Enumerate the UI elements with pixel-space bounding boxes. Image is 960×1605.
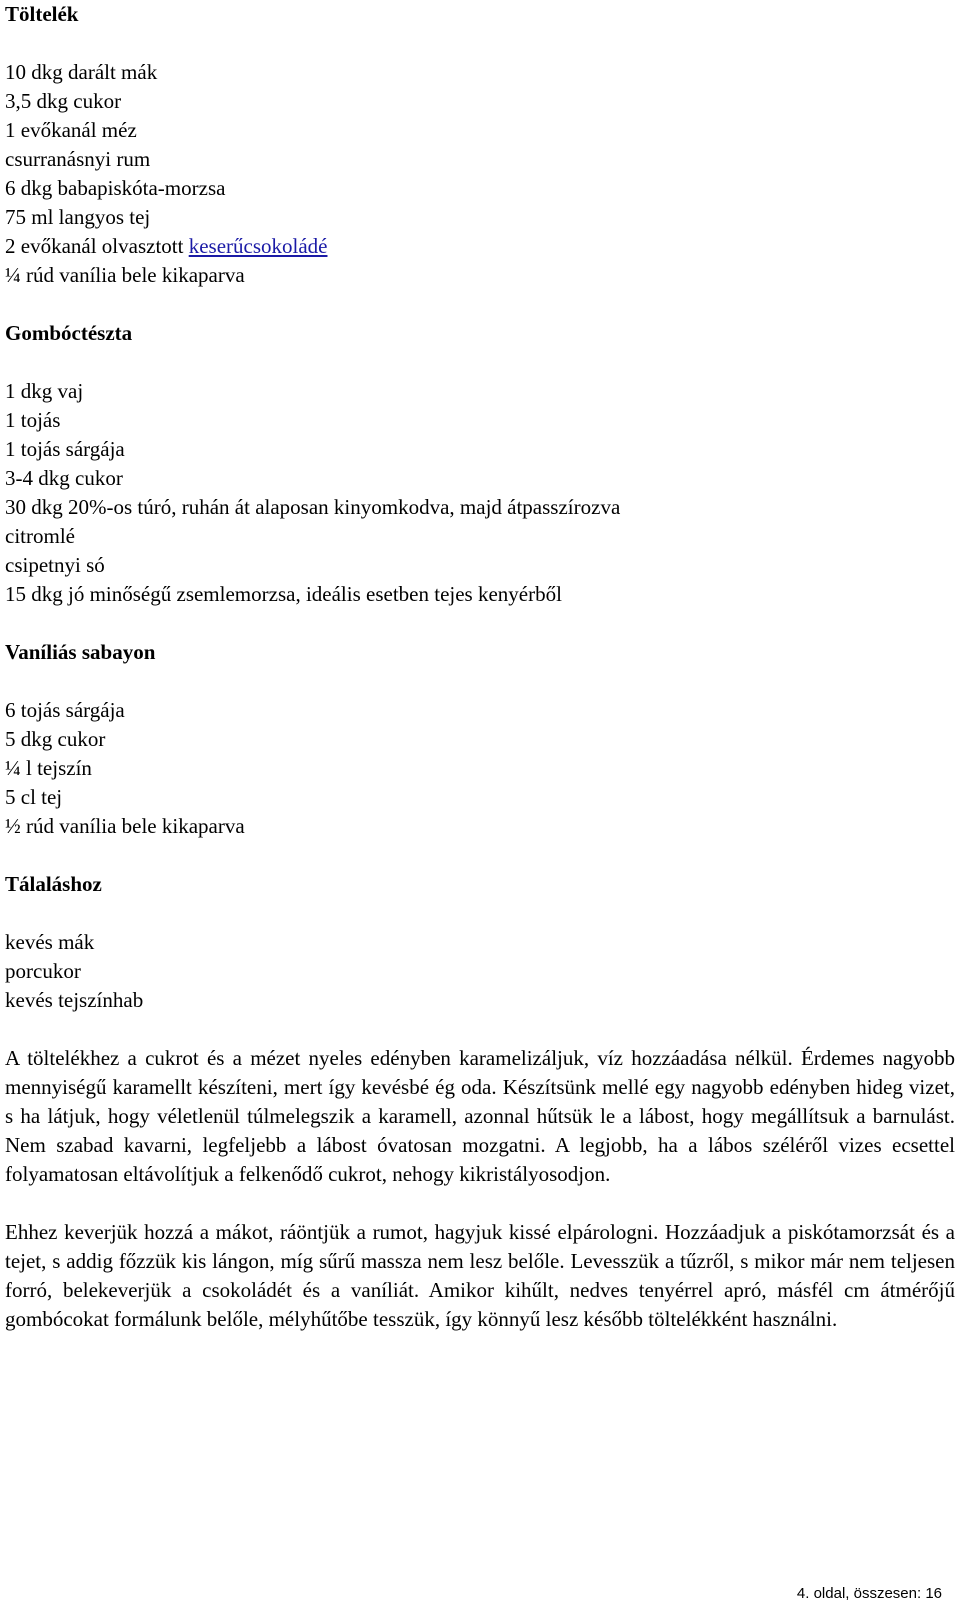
list-item: ¼ rúd vanília bele kikaparva bbox=[5, 263, 245, 287]
document-page bbox=[5, 0, 955, 1334]
chocolate-link[interactable]: keserűcsokoládé bbox=[188, 234, 328, 258]
list-item: porcukor bbox=[5, 959, 81, 983]
list-item: csurranásnyi rum bbox=[5, 147, 151, 171]
instruction-paragraph: A töltelékhez a cukrot és a mézet nyeles edényben karamelizáljuk, víz hozzáadása nélkül. Érdemes nagyobb mennyiségű karamellt készíteni, mert így kevésbé ég oda. Készítsünk mellé egy nagyobb edényben hideg vizet, s ha látjuk, hogy véletlenül túlmelegszik a karamell, azonnal hűtsük le a lábost, hogy megállítsuk a barnulást. Nem szabad kavarni, legfeljebb a lábost óvatosan mozgatni. A legjobb, ha a lábos széléről vizes ecsettel folyamatosan eltávolítjuk a felkenődő cukrot, nehogy kikristályosodjon. bbox=[5, 1046, 955, 1186]
list-item: 1 evőkanál méz bbox=[5, 118, 137, 142]
ingredient-list-sabayon bbox=[5, 696, 955, 841]
list-item: 10 dkg darált mák bbox=[5, 60, 158, 84]
page-number: 4. oldal, összesen: 16 bbox=[796, 1585, 942, 1602]
list-item: ¼ l tejszín bbox=[5, 756, 92, 780]
list-item: 6 tojás sárgája bbox=[5, 698, 125, 722]
ingredient-list-filling bbox=[5, 58, 955, 290]
list-item: 30 dkg 20%-os túró, ruhán át alaposan kinyomkodva, majd átpasszírozva bbox=[5, 495, 621, 519]
list-item: 1 tojás sárgája bbox=[5, 437, 125, 461]
list-item bbox=[5, 232, 955, 261]
list-item: kevés tejszínhab bbox=[5, 988, 144, 1012]
list-item: 3-4 dkg cukor bbox=[5, 466, 123, 490]
list-item: csipetnyi só bbox=[5, 553, 105, 577]
list-item: 6 dkg babapiskóta-morzsa bbox=[5, 176, 226, 200]
ingredient-list-dough bbox=[5, 377, 955, 609]
list-item: citromlé bbox=[5, 524, 75, 548]
list-item: 1 tojás bbox=[5, 408, 61, 432]
list-item: ½ rúd vanília bele kikaparva bbox=[5, 814, 245, 838]
list-item: kevés mák bbox=[5, 930, 95, 954]
list-item: 75 ml langyos tej bbox=[5, 205, 151, 229]
instruction-paragraph: Ehhez keverjük hozzá a mákot, ráöntjük a rumot, hagyjuk kissé elpárologni. Hozzáadjuk a piskótamorzsát és a tejet, s addig főzzük kis lángon, míg sűrű massza nem lesz belőle. Levesszük a tűzről, s mikor már nem teljesen forró, belekeverjük a csokoládét és a vaníliát. Amikor kihűlt, nedves tenyérrel apró, másfél cm átmérőjű gombócokat formálunk belőle, mélyhűtőbe tesszük, így könnyű lesz később töltelékként használni. bbox=[5, 1220, 955, 1331]
list-item: 3,5 dkg cukor bbox=[5, 89, 122, 113]
ingredient-list-serving bbox=[5, 928, 955, 1015]
section-heading-dough: Gombóctészta bbox=[5, 321, 133, 345]
section-heading-filling: Töltelék bbox=[5, 2, 79, 26]
section-heading-sabayon: Vaníliás sabayon bbox=[5, 640, 156, 664]
list-item: 15 dkg jó minőségű zsemlemorzsa, ideális esetben tejes kenyérből bbox=[5, 582, 562, 606]
list-item: 5 dkg cukor bbox=[5, 727, 106, 751]
list-item: 1 dkg vaj bbox=[5, 379, 84, 403]
list-item: 5 cl tej bbox=[5, 785, 63, 809]
section-heading-serving: Tálaláshoz bbox=[5, 872, 102, 896]
list-item-text: 2 evőkanál olvasztott bbox=[5, 234, 189, 258]
